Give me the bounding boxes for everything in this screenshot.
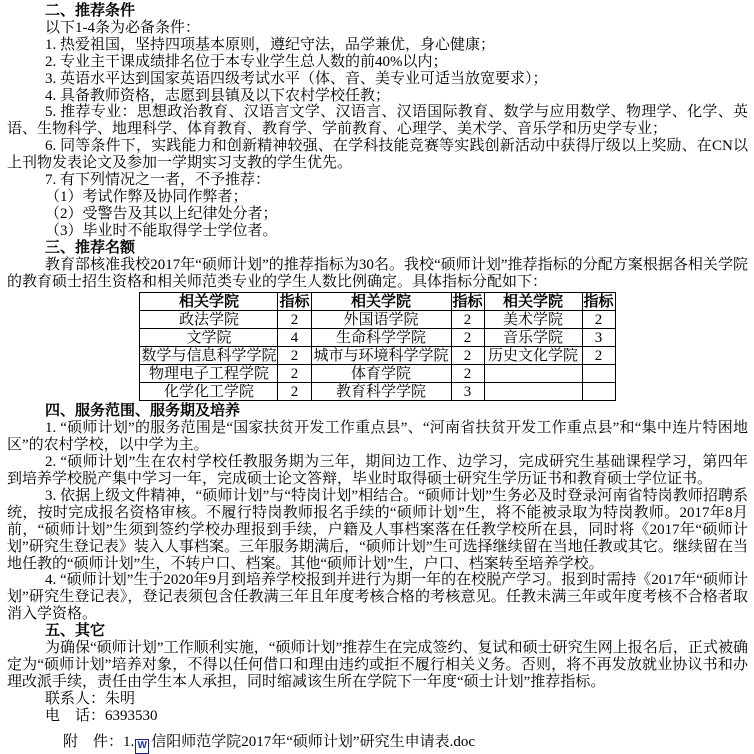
- quota-cell: [582, 365, 615, 383]
- col-header-college: 相关学院: [140, 293, 278, 311]
- college-cell: 历史文化学院: [484, 347, 582, 365]
- quota-cell: 2: [278, 383, 311, 401]
- college-cell: 教育科学学院: [311, 383, 451, 401]
- quota-cell: 4: [278, 329, 311, 347]
- table-row: [140, 311, 615, 329]
- conditions-intro: 以下1-4条为必备条件：: [45, 19, 200, 36]
- quota-cell: 2: [278, 347, 311, 365]
- college-cell: 政法学院: [140, 311, 278, 329]
- condition-item: 4. 具备教师资格，志愿到县镇及以下农村学校任教；: [45, 87, 391, 104]
- service-item: 1. “硕师计划”的服务范围是“国家扶贫开发工作重点县”、“河南省扶贫开发工作重点县”和“集中连片特困地区”的农村学校，以中学为主。: [7, 420, 748, 454]
- college-cell: 音乐学院: [484, 329, 582, 347]
- word-doc-icon[interactable]: W: [135, 739, 149, 754]
- quota-cell: 2: [451, 311, 484, 329]
- quota-cell: 3: [451, 383, 484, 401]
- quota-cell: 2: [451, 365, 484, 383]
- quota-table: [139, 292, 615, 401]
- col-header-quota: 指标: [452, 293, 483, 310]
- college-cell: 城市与环境科学学院: [311, 347, 451, 365]
- attachment-row: [7, 734, 748, 754]
- condition-subitem: （2）受警告及其以上纪律处分者；: [45, 205, 278, 222]
- quota-cell: 2: [582, 347, 615, 365]
- col-header-quota: 指标: [583, 293, 614, 310]
- college-cell: 美术学院: [484, 311, 582, 329]
- quota-cell: 2: [278, 365, 311, 383]
- quota-cell: [582, 383, 615, 401]
- condition-item: 1. 热爱祖国，坚持四项基本原则，遵纪守法，品学兼优，身心健康；: [45, 36, 496, 53]
- attachment-label: 附 件：1.: [63, 733, 135, 750]
- table-row: [140, 365, 615, 383]
- college-cell: [484, 365, 582, 383]
- college-cell: 文学院: [140, 329, 278, 347]
- table-row: [140, 329, 615, 347]
- service-item: 4. “硕师计划”生于2020年9月到培养学校报到并进行为期一年的在校脱产学习。报到时需持《2017年“硕师计划”研究生登记表》，登记表须包含任教满三年且年度考核合格的考核意见。任教未满三年或年度考核不合格者取消入学资格。: [7, 572, 748, 623]
- quota-table-header-row: [140, 293, 615, 311]
- condition-item: 3. 英语水平达到国家英语四级考试水平（体、音、美专业可适当放宽要求）；: [45, 70, 548, 87]
- quota-cell: 2: [278, 311, 311, 329]
- quota-paragraph: 教育部核准我校2017年“硕师计划”的推荐指标为30名。我校“硕师计划”推荐指标的分配方案根据各相关学院的教育硕士招生资格和相关师范类专业的学生人数比例确定。具体指标分配如下：: [7, 256, 748, 290]
- col-header-quota: 指标: [279, 293, 310, 310]
- college-cell: [484, 383, 582, 401]
- table-row: [140, 383, 615, 401]
- condition-item: 6. 同等条件下，实践能力和创新精神较强、在学科技能竞赛等实践创新活动中获得厅级以上奖励、在CN以上刊物发表论文及参加一学期实习支教的学生优先。: [7, 138, 748, 172]
- college-cell: 化学化工学院: [140, 383, 278, 401]
- condition-item: 5. 推荐专业：思想政治教育、汉语言文学、汉语言、汉语国际教育、数学与应用数学、物理学、化学、英语、生物科学、地理科学、体育教育、教育学、学前教育、心理学、美术学、音乐学和历史学专业；: [7, 104, 748, 138]
- col-header-college: 相关学院: [311, 293, 451, 311]
- college-cell: 体育学院: [311, 365, 451, 383]
- contact-person: 联系人：朱明: [45, 690, 136, 707]
- section-heading-other: 五、其它: [45, 623, 106, 640]
- college-cell: 数学与信息科学学院: [141, 347, 277, 364]
- quota-cell: 2: [582, 311, 615, 329]
- quota-cell: 2: [451, 347, 484, 365]
- condition-item: 7. 有下列情况之一者，不予推荐：: [45, 172, 271, 189]
- quota-cell: 3: [582, 329, 615, 347]
- college-cell: 外国语学院: [311, 311, 451, 329]
- quota-cell: 2: [451, 329, 484, 347]
- contact-phone: 电 话：6393530: [45, 707, 158, 724]
- section-heading-recommendation-conditions: 二、推荐条件: [45, 3, 136, 19]
- condition-subitem: （1）考试作弊及协同作弊者；: [45, 188, 248, 205]
- section-heading-service-scope: 四、服务范围、服务期及培养: [45, 403, 241, 420]
- college-cell: 物理电子工程学院: [140, 365, 278, 383]
- condition-item: 2. 专业主干课成绩排名位于本专业学生总人数的前40%以内；: [45, 53, 448, 70]
- other-paragraph: 为确保“硕师计划”工作顺利实施，“硕师计划”推荐生在完成签约、复试和硕士研究生网上报名后，正式被确定为“硕师计划”培养对象，不得以任何借口和理由违约或拒不履行相关义务。否则，将不再发放就业协议书和办理改派手续，责任由学生本人承担，同时缩减该生所在学院下一年度“硕士计划”推荐指标。: [7, 640, 748, 690]
- service-item: 2. “硕师计划”生在农村学校任教服务期为三年，期间边工作、边学习，完成研究生基础课程学习，第四年到培养学校脱产集中学习一年，完成硕士论文答辩，毕业时取得硕士研究生学历证书和教育硕士学位证书。: [7, 454, 748, 488]
- attachment-link[interactable]: 信阳师范学院2017年“硕师计划”研究生申请表.doc: [151, 733, 475, 750]
- table-row: [140, 347, 615, 365]
- section-heading-recommendation-quota: 三、推荐名额: [45, 239, 136, 256]
- col-header-college: 相关学院: [484, 293, 582, 311]
- college-cell: 生命科学学院: [311, 329, 451, 347]
- condition-subitem: （3）毕业时不能取得学士学位者。: [45, 222, 278, 239]
- service-item: 3. 依据上级文件精神，“硕师计划”与“特岗计划”相结合。“硕师计划”生务必及时登录河南省特岗教师招聘系统，按时完成报名资格审核。不履行特岗教师报名手续的“硕师计划”生，将不能被录取为特岗教师。2017年8月前，“硕师计划”生须到签约学校办理报到手续，户籍及人事档案落在任教学校所在县，同时将《2017年“硕师计划”研究生登记表》装入人事档案。三年服务期满后，“硕师计划”生可选择继续留在当地任教或其它。继续留在当地任教的“硕师计划”生，不转户口、档案。其他“硕师计划”生，户口、档案转至培养学校。: [7, 487, 748, 572]
